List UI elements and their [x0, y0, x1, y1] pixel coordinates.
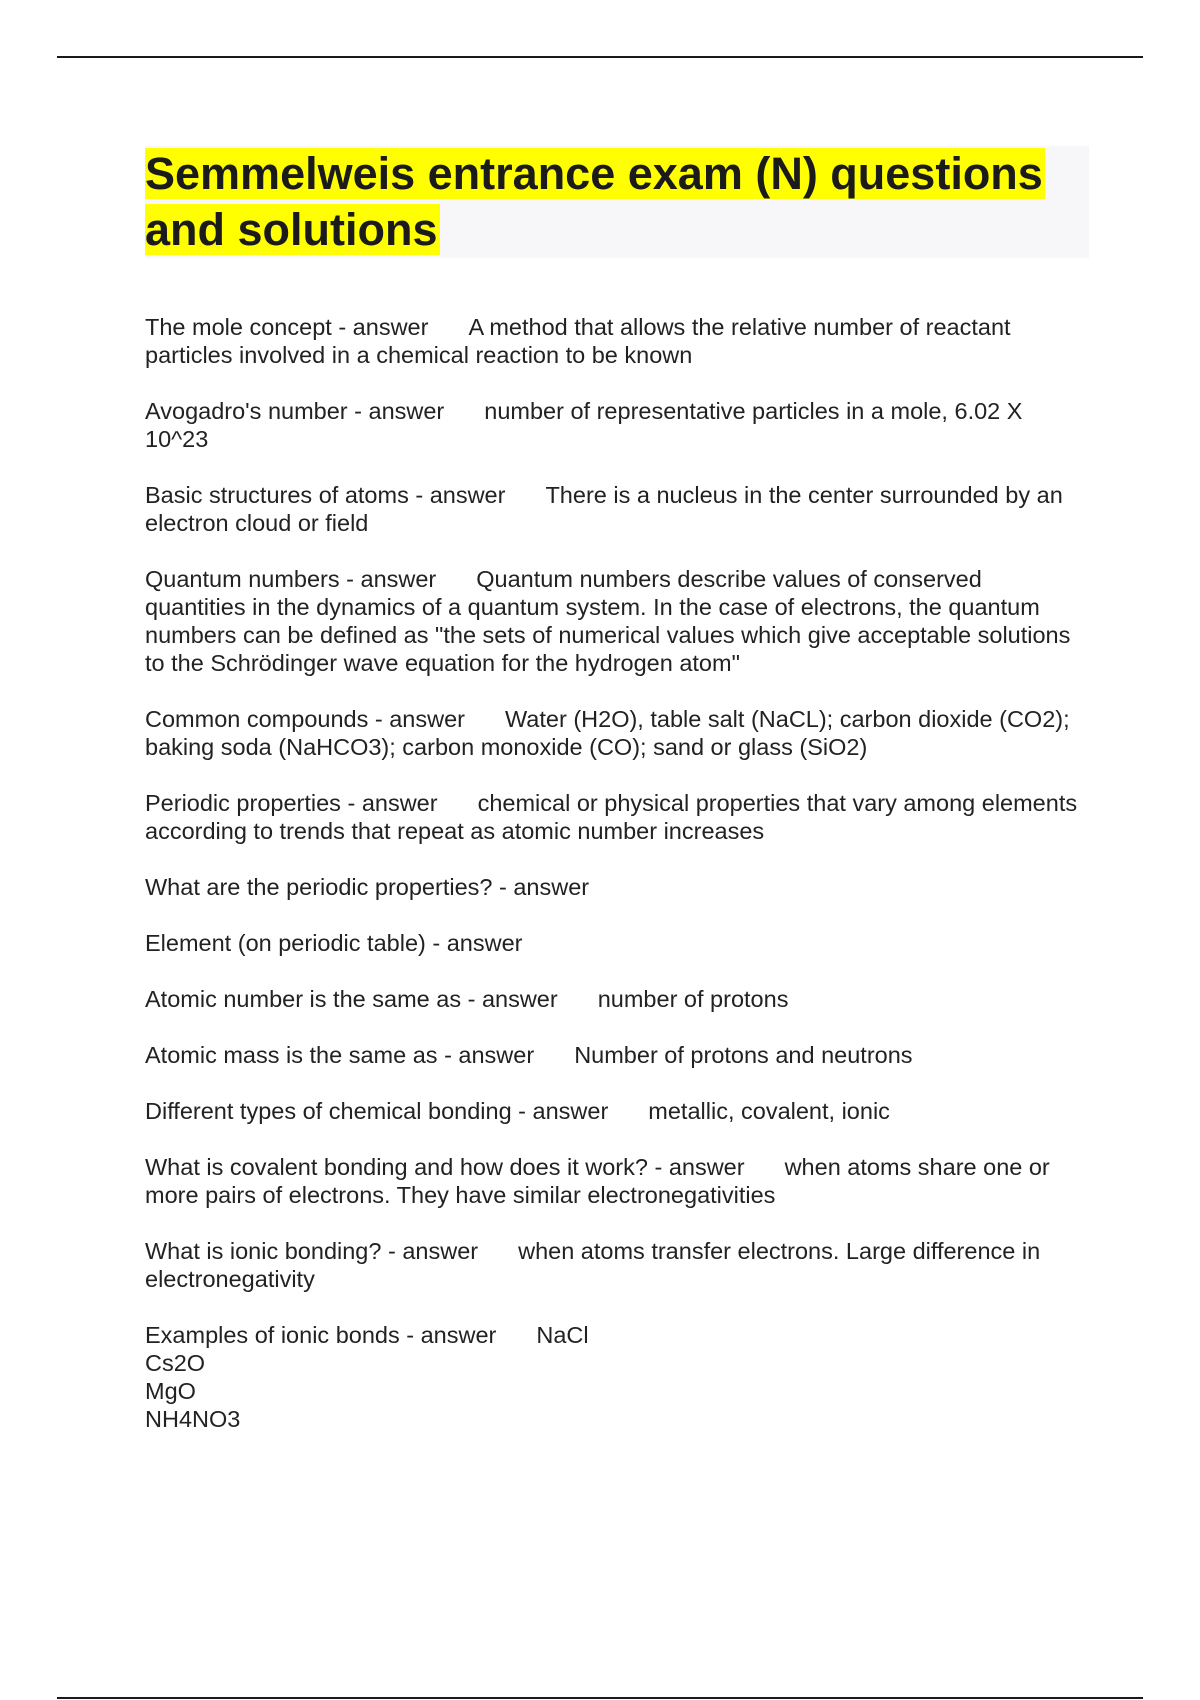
qa-answer: There is a nucleus in the center surrounded by an electron cloud or field: [145, 482, 1070, 536]
qa-term: Basic structures of atoms - answer: [145, 482, 506, 508]
qa-answer: Quantum numbers describe values of conserved quantities in the dynamics of a quantum system. In the case of electrons, the quantum numbers can be defined as "the sets of numerical values which give acceptable solutions to the Schrödinger wave equation for the hydrogen atom": [145, 566, 1077, 676]
qa-item: [145, 481, 1085, 537]
qa-term: What is covalent bonding and how does it work? - answer: [145, 1154, 745, 1180]
qa-term: Atomic mass is the same as - answer: [145, 1042, 535, 1068]
qa-item: [145, 705, 1085, 761]
qa-item: [145, 1097, 1085, 1125]
qa-term: Examples of ionic bonds - answer: [145, 1322, 497, 1348]
qa-answer: number of representative particles in a mole, 6.02 X 10^23: [145, 398, 1029, 452]
top-rule: [57, 56, 1143, 58]
qa-answer: NaCl Cs2O MgO NH4NO3: [145, 1322, 589, 1432]
qa-answer: when atoms share one or more pairs of electrons. They have similar electronegativities: [145, 1154, 1057, 1208]
qa-answer: A method that allows the relative number of reactant particles involved in a chemical reaction to be known: [145, 314, 1018, 368]
qa-item: [145, 1237, 1085, 1293]
qa-term: Atomic number is the same as - answer: [145, 986, 558, 1012]
qa-item: [145, 873, 1085, 901]
qa-term: Common compounds - answer: [145, 706, 465, 732]
bottom-rule: [57, 1697, 1143, 1699]
qa-answer: Number of protons and neutrons: [574, 1042, 913, 1068]
qa-list: [145, 313, 1085, 1461]
qa-term: Avogadro's number - answer: [145, 398, 445, 424]
qa-item: [145, 789, 1085, 845]
qa-item: [145, 1153, 1085, 1209]
qa-item: [145, 1321, 1085, 1433]
qa-term: The mole concept - answer: [145, 314, 429, 340]
qa-answer: when atoms transfer electrons. Large difference in electronegativity: [145, 1238, 1047, 1292]
qa-item: [145, 929, 1085, 957]
qa-item: [145, 397, 1085, 453]
qa-term: Quantum numbers - answer: [145, 566, 437, 592]
qa-answer: Water (H2O), table salt (NaCL); carbon dioxide (CO2); baking soda (NaHCO3); carbon monoxide (CO); sand or glass (SiO2): [145, 706, 1077, 760]
document-title: [145, 146, 1089, 258]
qa-item: [145, 985, 1085, 1013]
qa-term: What is ionic bonding? - answer: [145, 1238, 479, 1264]
qa-answer: metallic, covalent, ionic: [648, 1098, 890, 1124]
title-highlight: Semmelweis entrance exam (N) questions and solutions: [145, 148, 1043, 255]
qa-answer: number of protons: [597, 986, 789, 1012]
qa-term: Different types of chemical bonding - answer: [145, 1098, 609, 1124]
qa-term: Element (on periodic table) - answer: [145, 930, 523, 956]
qa-answer: chemical or physical properties that vary among elements according to trends that repeat as atomic number increases: [145, 790, 1084, 844]
qa-item: [145, 313, 1085, 369]
qa-item: [145, 565, 1085, 677]
qa-item: [145, 1041, 1085, 1069]
qa-term: What are the periodic properties? - answer: [145, 874, 590, 900]
qa-term: Periodic properties - answer: [145, 790, 438, 816]
